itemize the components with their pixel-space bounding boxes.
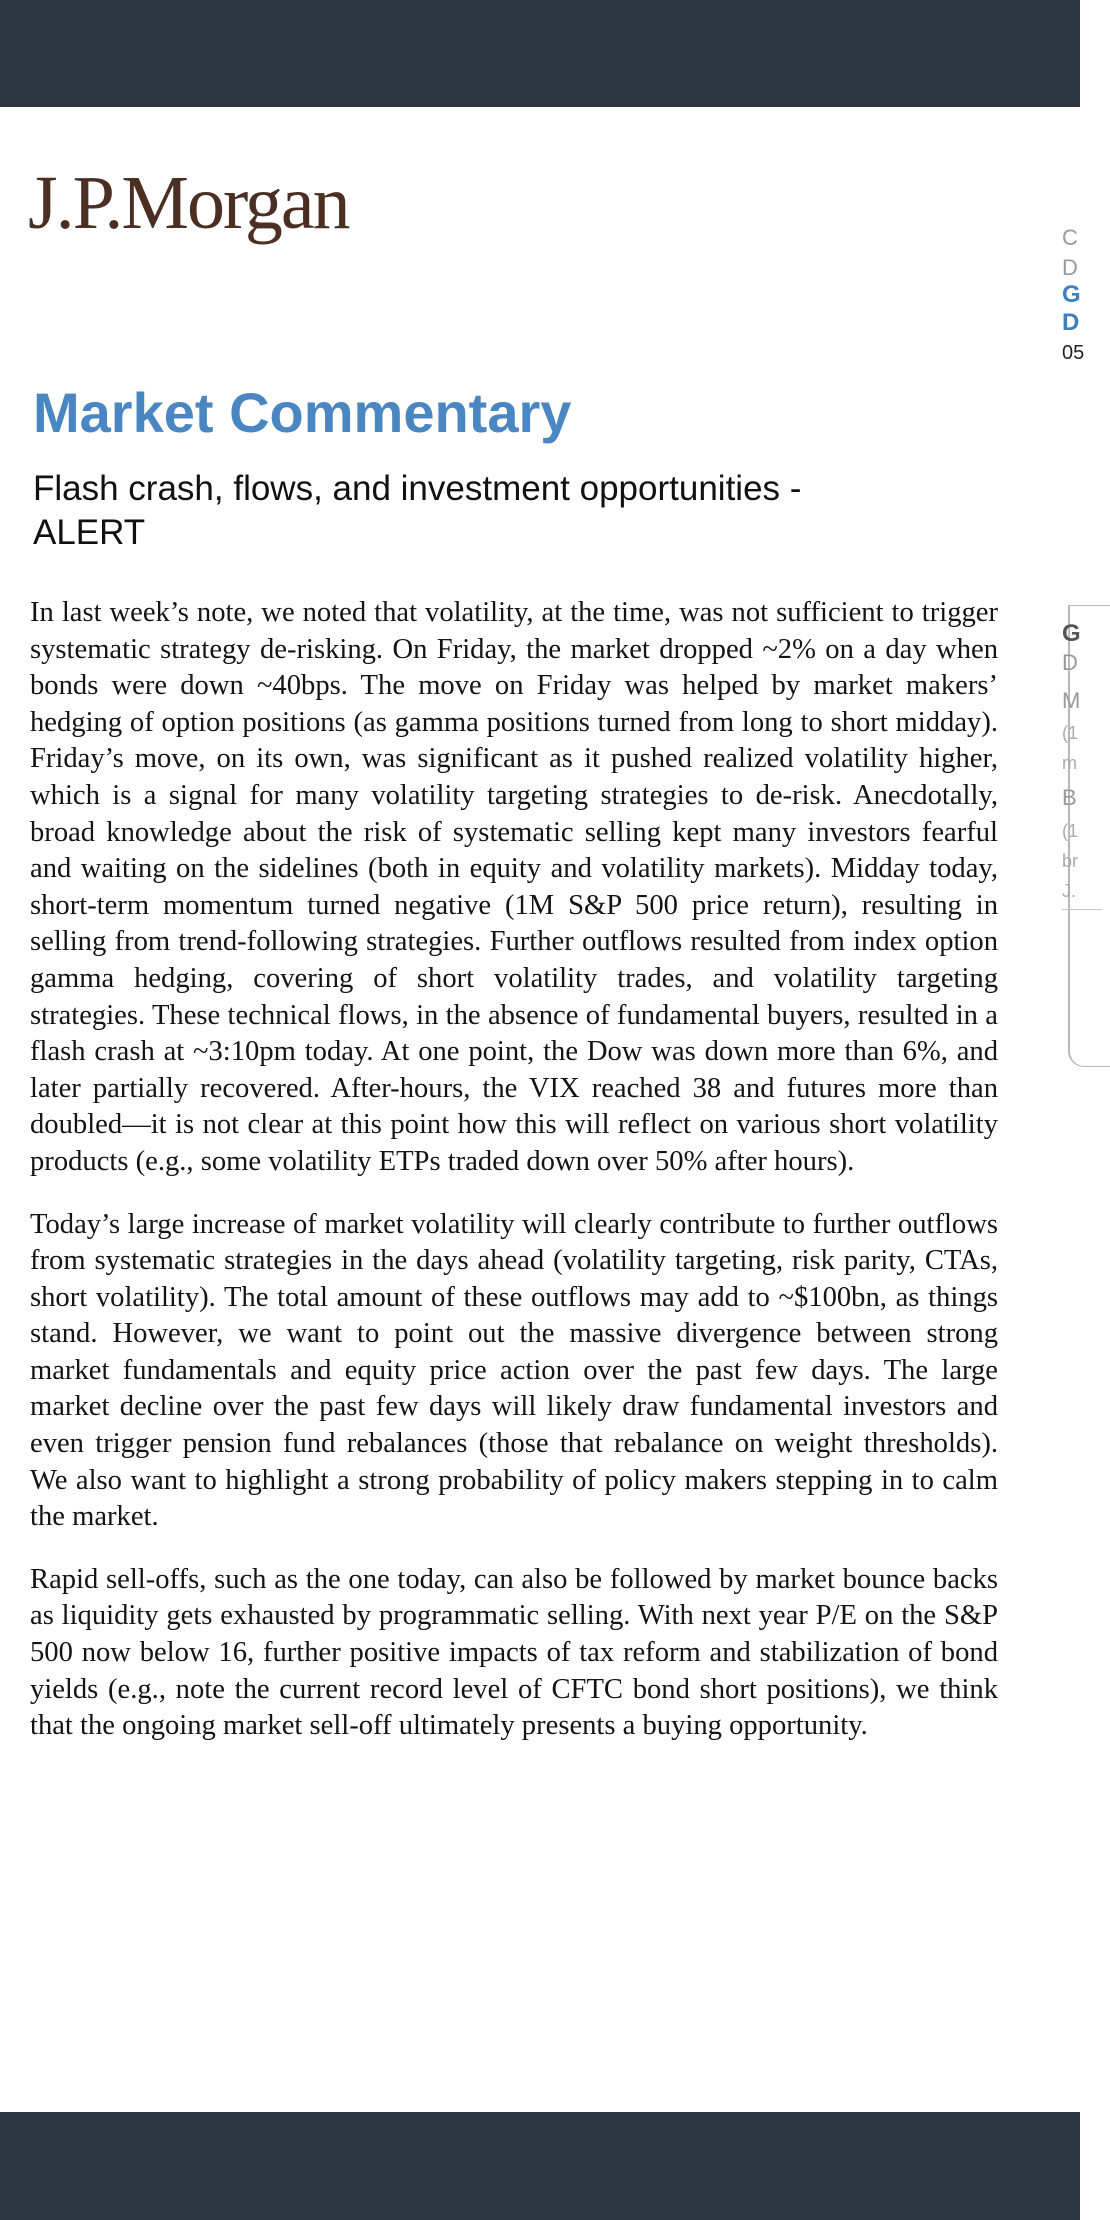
paragraph-2: Today’s large increase of market volatility will clearly contribute to further outflows from systematic strategies in the days ahead (volatility targeting, risk parity, CTAs, short volatility). The total amount of these outflows may add to ~$100bn, as things stand. However, we want to point out the massive divergence between strong market fundamentals and equity price action over the past few days. The large market decline over the past few days will likely draw fundamental investors and even trigger pension fund rebalances (those that rebalance on weight thresholds). We also want to highlight a strong probability of policy makers stepping in to calm the market.	[30, 1208, 998, 1533]
document-page	[0, 107, 1085, 2112]
sidebar-box-line-4: (1	[1062, 723, 1079, 743]
sidebar-header-line-1: C	[1062, 225, 1078, 250]
sidebar-box-line-7: (1	[1062, 821, 1079, 841]
jpmorgan-logo: J.P.Morgan	[28, 161, 349, 245]
page-subtitle: Flash crash, flows, and investment opportunities - ALERT	[33, 469, 802, 552]
sidebar-box-line-2: D	[1062, 650, 1078, 675]
bottom-toolbar	[0, 2112, 1080, 2220]
sidebar-box-line-3: M	[1062, 688, 1081, 713]
sidebar-header-line-3: G	[1062, 281, 1081, 308]
sidebar-header-line-4: D	[1062, 309, 1080, 336]
sidebar-divider	[1062, 909, 1102, 910]
sidebar-box-line-6: B	[1062, 785, 1077, 810]
right-sidebar-fragment	[1060, 117, 1085, 1117]
top-toolbar	[0, 0, 1080, 107]
sidebar-box-line-1: G	[1062, 620, 1081, 647]
sidebar-box-line-8: br	[1062, 851, 1079, 871]
article-body	[30, 595, 998, 1771]
paragraph-3: Rapid sell-offs, such as the one today, can also be followed by market bounce backs as liquidity gets exhausted by programmatic selling. With next year P/E on the S&P 500 now below 16, further positive impacts of tax reform and stabilization of bond yields (e.g., note the current record level of CFTC bond short positions), we think that the ongoing market sell-off ultimately presents a buying opportunity.	[30, 1563, 998, 1742]
sidebar-header-line-5: 05	[1062, 342, 1085, 364]
sidebar-header-line-2: D	[1062, 255, 1078, 280]
paragraph-1: In last week’s note, we noted that volatility, at the time, was not sufficient to trigger systematic strategy de-risking. On Friday, the market dropped ~2% on a day when bonds were down ~40bps. The move on Friday was helped by market makers’ hedging of option positions (as gamma positions turned from long to short midday). Friday’s move, on its own, was significant as it pushed realized volatility higher, which is a signal for many volatility targeting strategies to de-risk. Anecdotally, broad knowledge about the risk of systematic selling kept many investors fearful and waiting on the sidelines (both in equity and volatility markets). Midday today, short-term momentum turned negative (1M S&P 500 price return), resulting in selling from trend-following strategies. Further outflows resulted from index option gamma hedging, covering of short volatility trades, and volatility targeting strategies. These technical flows, in the absence of fundamental buyers, resulted in a flash crash at ~3:10pm today. At one point, the Dow was down more than 6%, and later partially recovered. After-hours, the VIX reached 38 and futures more than doubled—it is not clear at this point how this will reflect on various short volatility products (e.g., some volatility ETPs traded down over 50% after hours).	[30, 597, 998, 1177]
sidebar-box-line-9: J.	[1062, 881, 1077, 901]
page-title: Market Commentary	[33, 381, 572, 444]
sidebar-box-line-5: m	[1062, 753, 1077, 773]
